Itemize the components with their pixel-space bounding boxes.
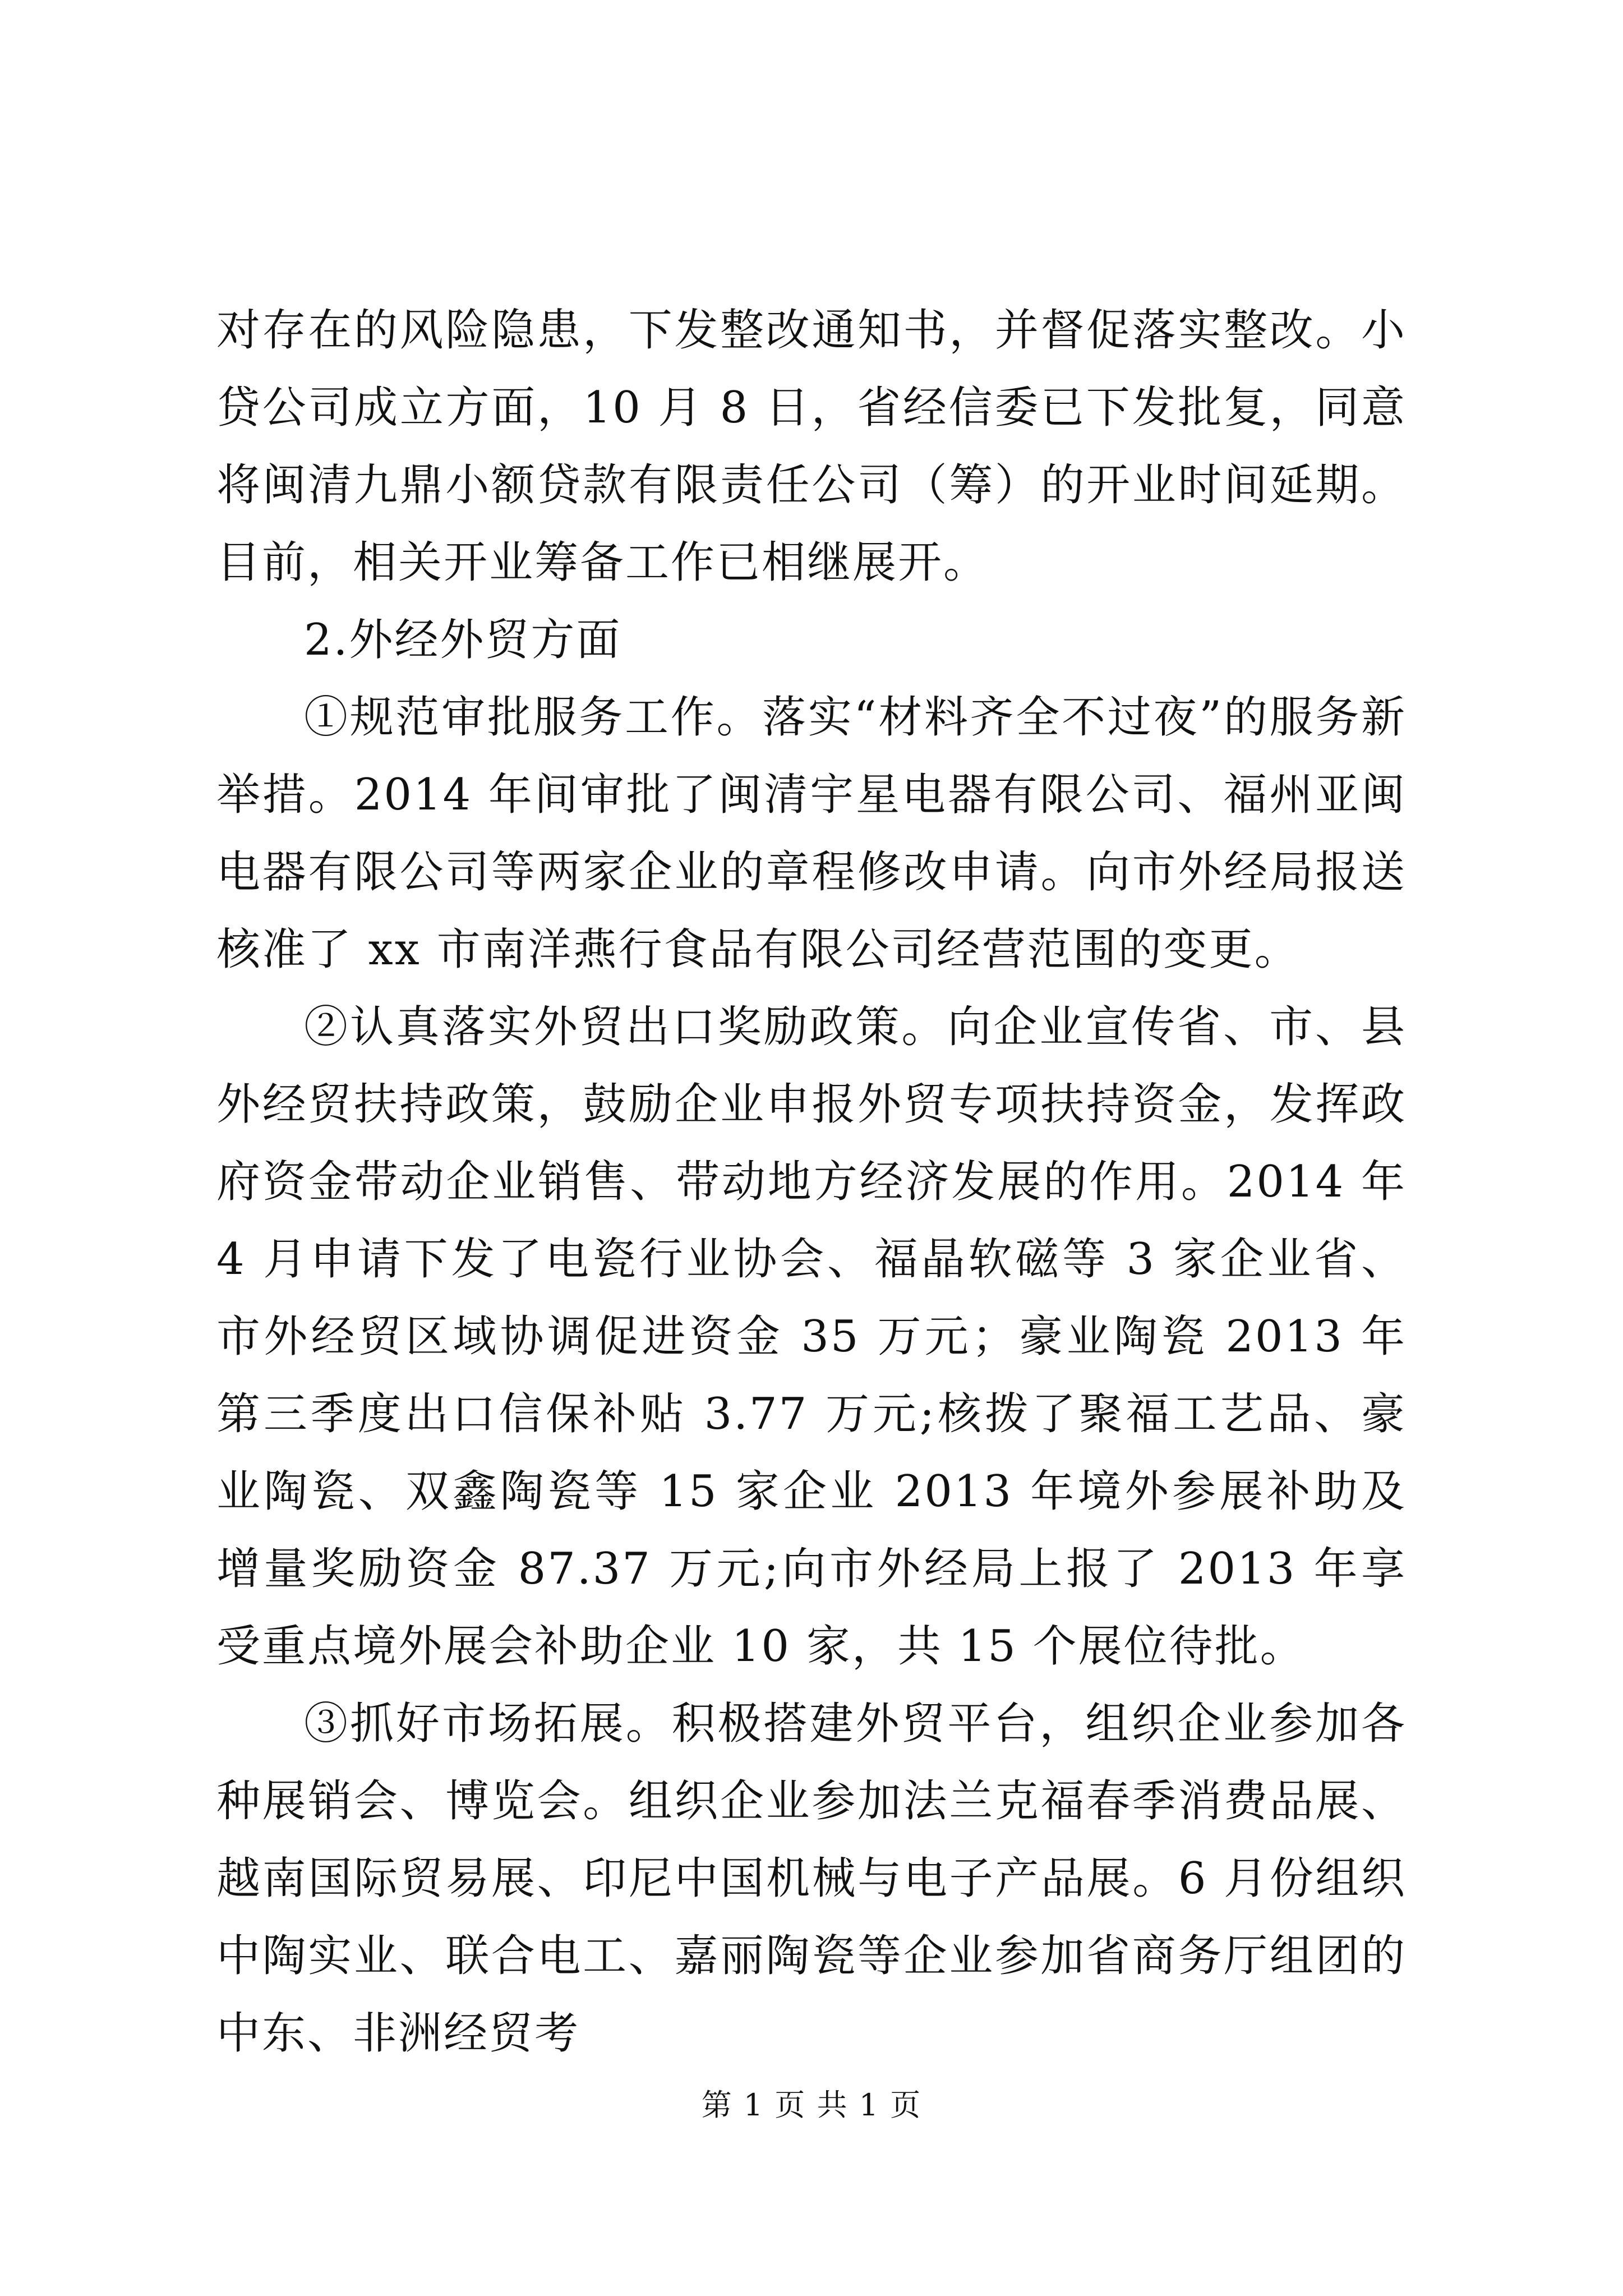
document-body bbox=[216, 292, 1407, 2072]
paragraph-4: ②认真落实外贸出口奖励政策。向企业宣传省、市、县外经贸扶持政策，鼓励企业申报外贸专项扶持资金，发挥政府资金带动企业销售、带动地方经济发展的作用。2014 年 4 月申请下发了电瓷行业协会、福晶软磁等 3 家企业省、市外经贸区域协调促进资金 35 万元；豪业陶瓷 2013 年第三季度出口信保补贴 3.77 万元;核拨了聚福工艺品、豪业陶瓷、双鑫陶瓷等 15 家企业 2013 年境外参展补助及增量奖励资金 87.37 万元;向市外经局上报了 2013 年享受重点境外展会补助企业 10 家，共 15 个展位待批。 bbox=[216, 1002, 1407, 1672]
page-footer: 第 1 页 共 1 页 bbox=[701, 2087, 922, 2123]
paragraph-3: ①规范审批服务工作。落实“材料齐全不过夜”的服务新举措。2014 年间审批了闽清宇星电器有限公司、福州亚闽电器有限公司等两家企业的章程修改申请。向市外经局报送核准了 xx 市南洋燕行食品有限公司经营范围的变更。 bbox=[216, 692, 1407, 975]
paragraph-1: 对存在的风险隐患，下发整改通知书，并督促落实整改。小贷公司成立方面，10 月 8 日，省经信委已下发批复，同意将闽清九鼎小额贷款有限责任公司（筹）的开业时间延期。目前，相关开业筹备工作已相继展开。 bbox=[216, 305, 1407, 588]
paragraph-5: ③抓好市场拓展。积极搭建外贸平台，组织企业参加各种展销会、博览会。组织企业参加法兰克福春季消费品展、越南国际贸易展、印尼中国机械与电子产品展。6 月份组织中陶实业、联合电工、嘉丽陶瓷等企业参加省商务厅组团的中东、非洲经贸考 bbox=[216, 1699, 1407, 2059]
paragraph-2-heading: 2.外经外贸方面 bbox=[304, 615, 622, 665]
